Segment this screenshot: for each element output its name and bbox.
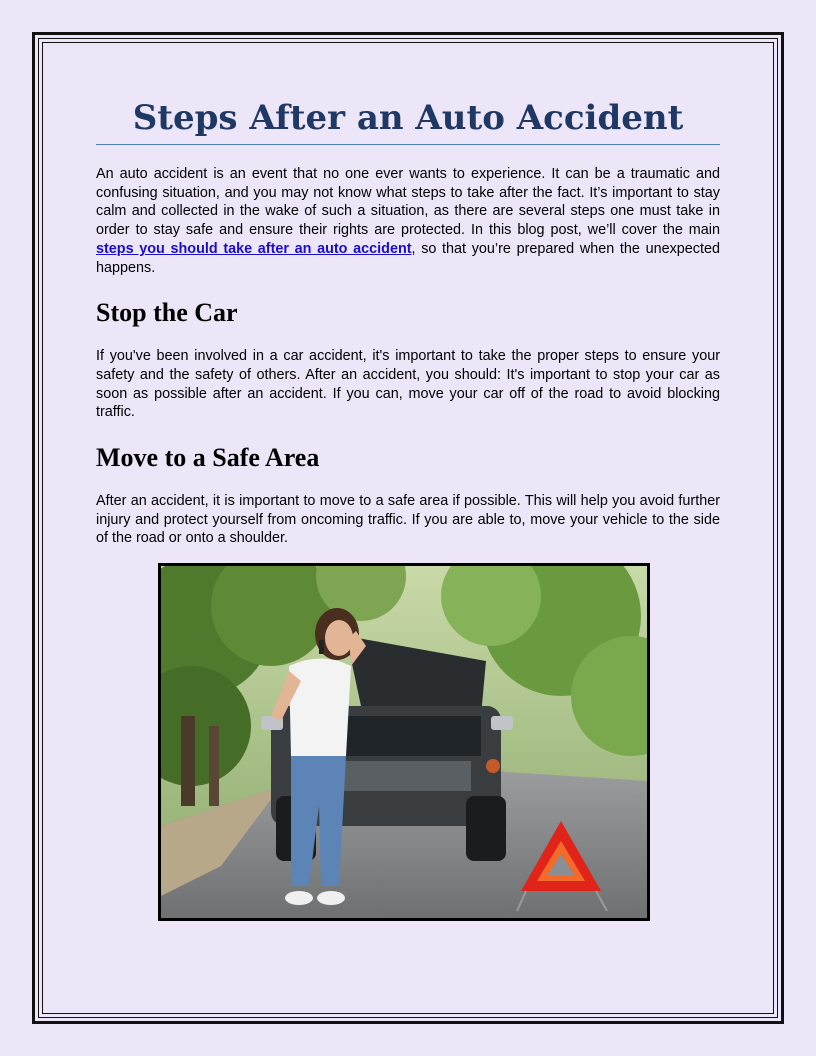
steps-link[interactable]: steps you should take after an auto accident <box>96 240 412 257</box>
section-body-stop-the-car: If you've been involved in a car accident, it's important to take the proper steps to ensure your safety and the safety of others. After an accident, you should: It's important to stop your car as soon as possible after an accident. If you can, move your car off of the road to avoid blocking traffic. <box>96 348 720 421</box>
page-title: Steps After an Auto Accident <box>96 96 720 145</box>
section-body-move-to-safe-area: After an accident, it is important to move to a safe area if possible. This will help you avoid further injury and protect yourself from oncoming traffic. If you are able to, move your vehicle to the side of the road or onto a shoulder. <box>96 493 720 547</box>
document-body <box>96 96 720 548</box>
section-heading-stop-the-car: Stop the Car <box>96 298 238 328</box>
intro-paragraph <box>96 165 720 277</box>
accident-illustration <box>161 566 647 918</box>
intro-text-after: , so that you’re prepared when the unexpected happens. <box>96 240 720 276</box>
accident-photo <box>158 563 650 921</box>
section-heading-move-to-safe-area: Move to a Safe Area <box>96 443 320 473</box>
intro-text-before: An auto accident is an event that no one ever wants to experience. It can be a traumatic and confusing situation, and you may not know what steps to take after the fact. It’s important to stay calm and collected in the wake of such a situation, as there are several steps one must take in order to stay safe and ensure their rights are protected. In this blog post, we’ll cover the main <box>96 166 720 239</box>
